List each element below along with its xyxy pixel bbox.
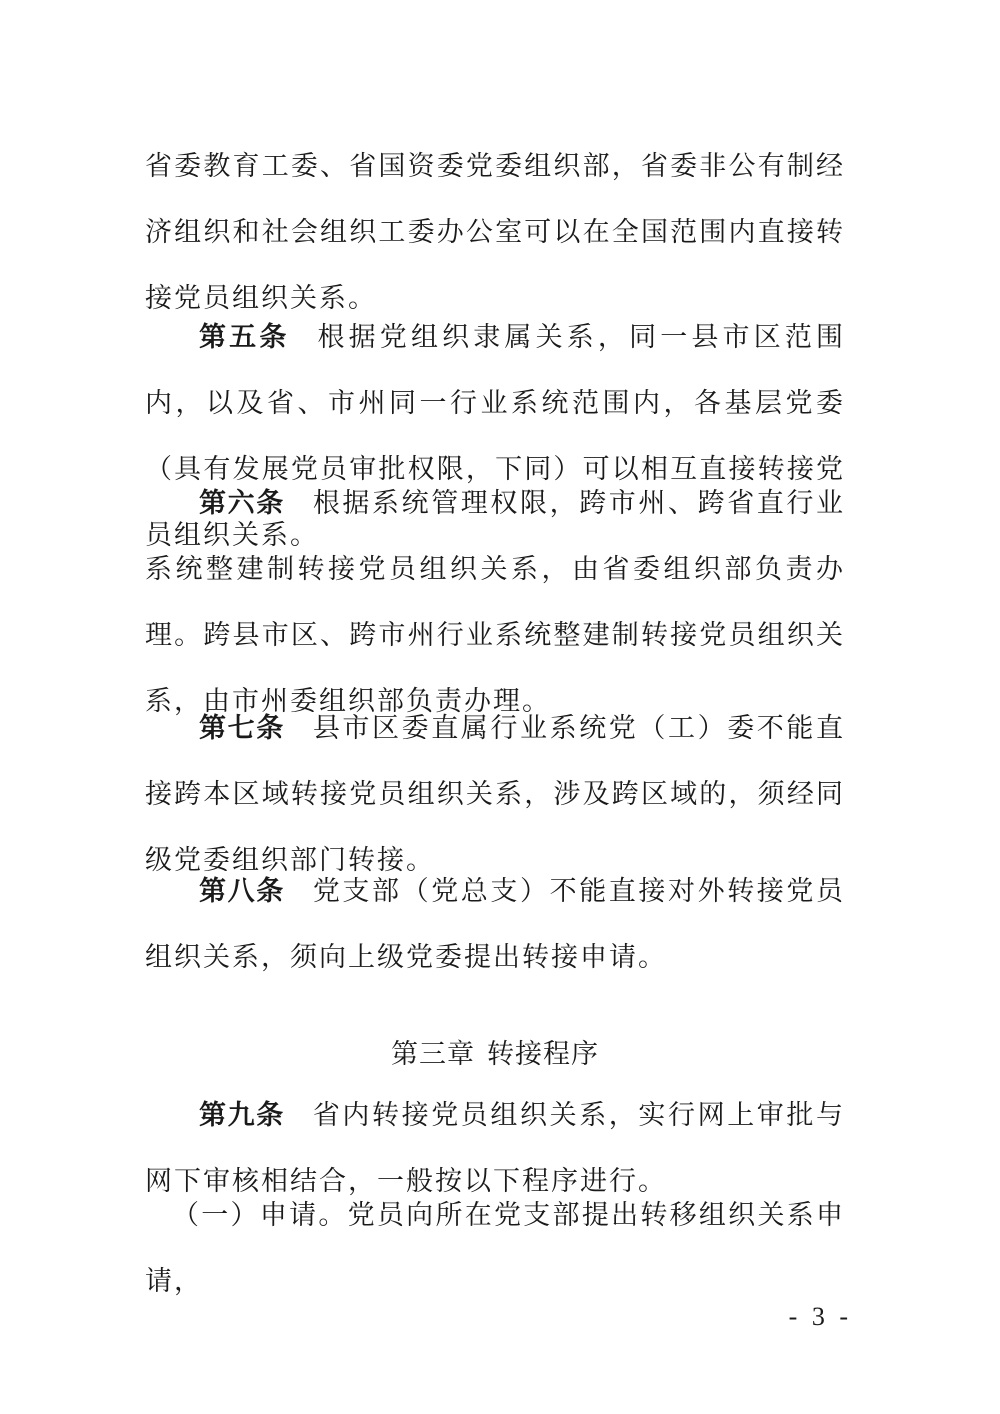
paragraph-text: 县市区委直属行业系统党（工）委不能直接跨本区域转接党员组织关系，涉及跨区域的，须经同级党委组织部门转接。 bbox=[145, 713, 846, 876]
paragraph-text: 党支部（党总支）不能直接对外转接党员组织关系，须向上级党委提出转接申请。 bbox=[145, 876, 846, 973]
chapter-title: 转接程序 bbox=[487, 1039, 599, 1070]
chapter-number: 第三章 bbox=[391, 1039, 475, 1070]
article-number: 第八条 bbox=[199, 876, 285, 907]
article-number: 第七条 bbox=[199, 713, 285, 744]
article-number: 第九条 bbox=[199, 1100, 285, 1131]
page-number: - 3 - bbox=[788, 1302, 852, 1331]
paragraph-text: 根据党组织隶属关系，同一县市区范围内，以及省、市州同一行业系统范围内，各基层党委（具有发展党员审批权限，下同）可以相互直接转接党员组织关系。 bbox=[145, 322, 846, 551]
paragraph-text: （一）申请。党员向所在党支部提出转移组织关系申请， bbox=[145, 1200, 845, 1297]
procedure-item-paragraph bbox=[145, 1183, 845, 1315]
chapter-heading bbox=[145, 1022, 845, 1088]
article-number: 第五条 bbox=[199, 322, 290, 353]
article-8-paragraph bbox=[145, 859, 845, 991]
paragraph-text: 根据系统管理权限，跨市州、跨省直行业系统整建制转接党员组织关系，由省委组织部负责办理。跨县市区、跨市州行业系统整建制转接党员组织关系，由市州委组织部负责办理。 bbox=[145, 488, 846, 717]
paragraph-text: 省委教育工委、省国资委党委组织部，省委非公有制经济组织和社会组织工委办公室可以在全国范围内直接转接党员组织关系。 bbox=[145, 151, 845, 314]
article-number: 第六条 bbox=[199, 488, 285, 519]
paragraph-text: 省内转接党员组织关系，实行网上审批与网下审核相结合，一般按以下程序进行。 bbox=[145, 1100, 846, 1197]
paragraph-continuation bbox=[145, 134, 845, 332]
